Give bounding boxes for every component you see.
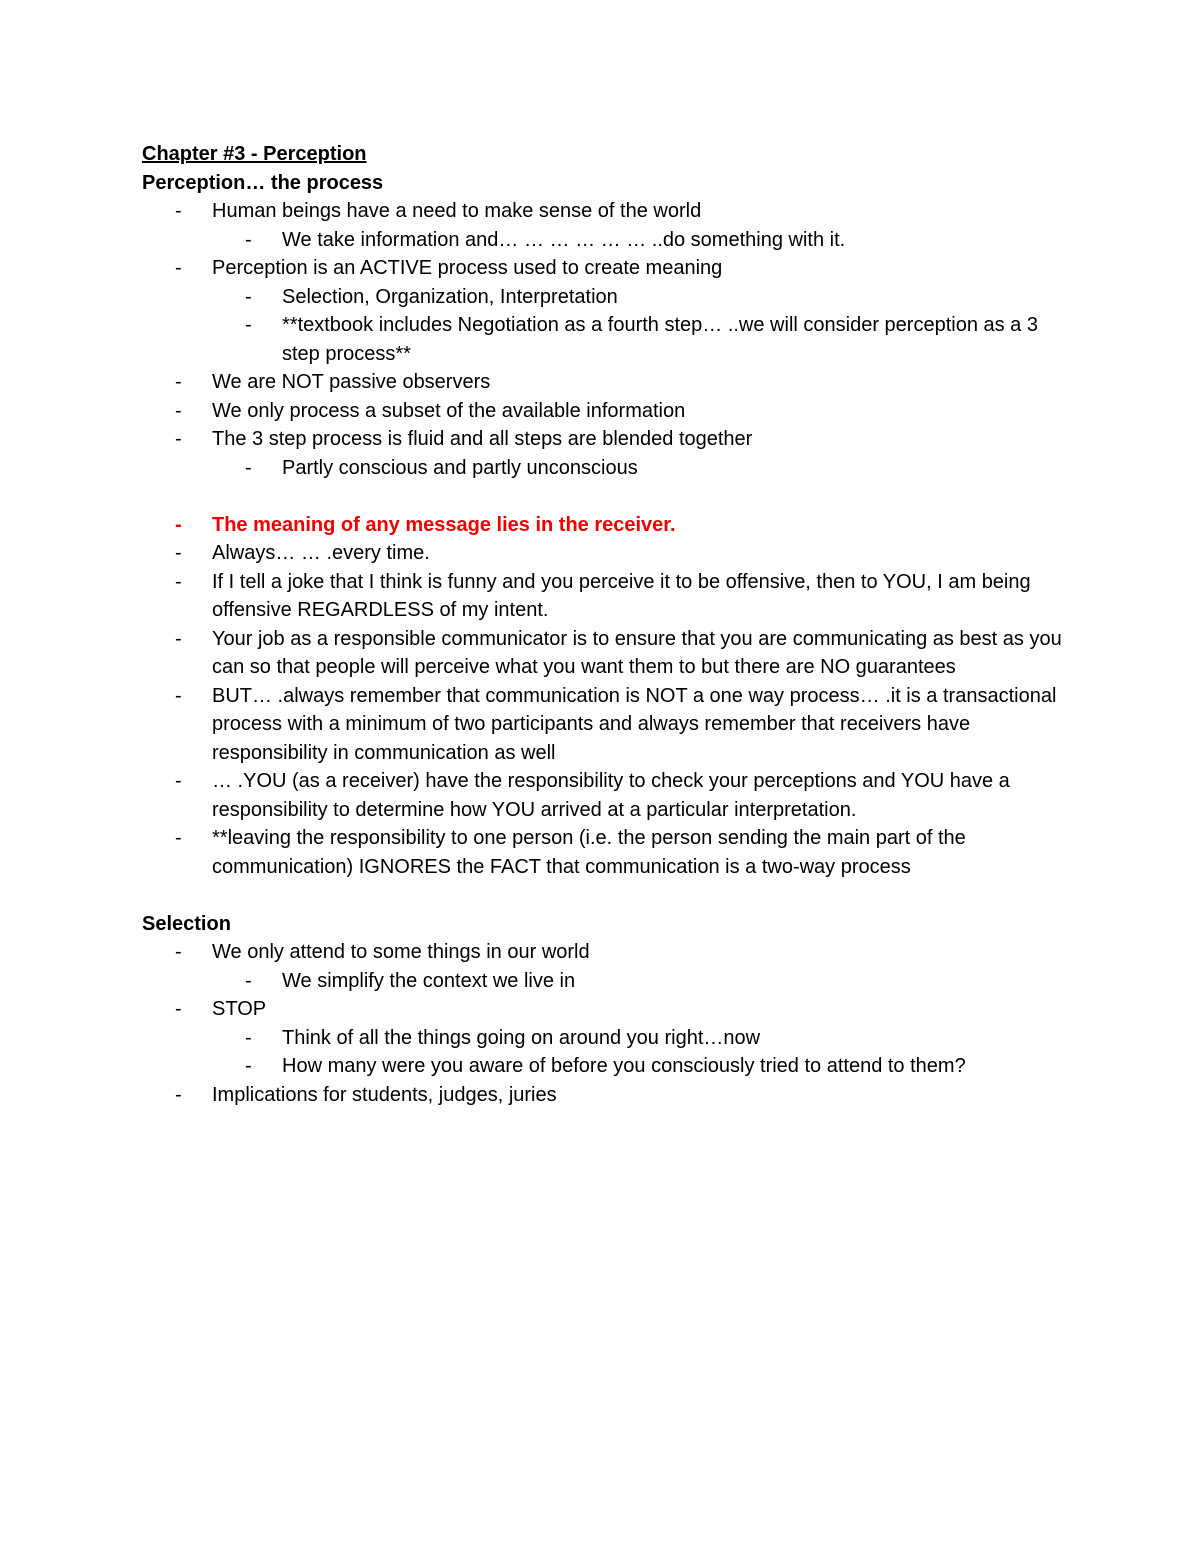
- sub-list-item-text: We take information and… … … … … … ..do something with it.: [282, 228, 846, 251]
- list-item: [142, 767, 1072, 824]
- sub-list: [212, 283, 1072, 369]
- bullet-dash: -: [245, 969, 252, 992]
- section-heading-selection: Selection: [142, 912, 231, 935]
- bullet-dash: -: [175, 941, 182, 963]
- bullet-dash: -: [175, 1083, 182, 1106]
- list-item: [142, 625, 1072, 682]
- list-item-text: Always… … .every time.: [212, 542, 430, 564]
- list-item-text: BUT… .always remember that communication is NOT a one way process… .it is a transactional process with a minimum of two participants and always remember that receivers have responsibility in communication as well: [212, 684, 1057, 764]
- list-item-text: … .YOU (as a receiver) have the responsibility to check your perceptions and YOU have a responsibility to determine how YOU arrived at a particular interpretation.: [212, 770, 1010, 821]
- bullet-dash: -: [175, 627, 182, 650]
- list-item: [142, 682, 1072, 768]
- list-item: [142, 397, 1072, 426]
- list-item-text: **leaving the responsibility to one person (i.e. the person sending the main part of the communication) IGNORES the FACT that communication is a two-way process: [212, 827, 966, 878]
- list-item-text: Perception is an ACTIVE process used to create meaning: [212, 257, 723, 279]
- list-item: [142, 938, 1072, 995]
- list-item: [142, 539, 1072, 568]
- bullet-dash: -: [245, 456, 252, 479]
- bullet-dash: -: [175, 513, 182, 536]
- sub-list-item: [142, 226, 1072, 255]
- list-item: [142, 824, 1072, 881]
- list-item: [142, 568, 1072, 625]
- sub-list-item-text: Selection, Organization, Interpretation: [282, 285, 618, 308]
- list-item-text: Human beings have a need to make sense of the world: [212, 200, 702, 222]
- bullet-dash: -: [175, 257, 182, 279]
- list-item: [142, 1081, 1072, 1110]
- bullet-dash: -: [245, 314, 252, 336]
- bullet-dash: -: [175, 570, 182, 593]
- bullet-dash: -: [175, 542, 182, 564]
- spacer: [142, 881, 1072, 910]
- document-content: [142, 140, 1072, 1109]
- highlight-text: The meaning of any message lies in the receiver.: [212, 513, 676, 536]
- list-item-text: We only attend to some things in our world: [212, 941, 590, 963]
- bullet-dash: -: [175, 770, 182, 792]
- receiver-list: [142, 511, 1072, 882]
- sub-list-item-text: We simplify the context we live in: [282, 969, 576, 992]
- bullet-dash: -: [175, 428, 182, 450]
- perception-list: [142, 197, 1072, 482]
- list-item-text: The 3 step process is fluid and all steps are blended together: [212, 428, 753, 450]
- sub-list-item: [142, 1024, 1072, 1053]
- list-item: [142, 197, 1072, 254]
- sub-list-item-text: How many were you aware of before you consciously tried to attend to them?: [282, 1055, 966, 1077]
- bullet-dash: -: [175, 399, 182, 422]
- sub-list: [212, 967, 1072, 996]
- bullet-dash: -: [175, 200, 182, 222]
- bullet-dash: -: [175, 684, 182, 707]
- bullet-dash: -: [245, 285, 252, 308]
- sub-list-item: [142, 311, 1072, 368]
- sub-list-item: [142, 1052, 1072, 1081]
- list-item: [142, 425, 1072, 482]
- list-item-text: If I tell a joke that I think is funny and you perceive it to be offensive, then to YOU, I am being offensive REGARDLESS of my intent.: [212, 570, 1031, 621]
- sub-list-item-text: **textbook includes Negotiation as a fourth step… ..we will consider perception as a 3 step process**: [282, 314, 1038, 365]
- bullet-dash: -: [245, 1026, 252, 1049]
- sub-list: [212, 226, 1072, 255]
- list-item-text: STOP: [212, 998, 267, 1020]
- highlight-list-item: [142, 511, 1072, 540]
- section-heading-perception-process: Perception… the process: [142, 171, 384, 194]
- bullet-dash: -: [245, 1055, 252, 1077]
- bullet-dash: -: [175, 371, 182, 393]
- sub-list-item-text: Partly conscious and partly unconscious: [282, 456, 638, 479]
- page-title: Chapter #3 - Perception: [142, 143, 367, 165]
- list-item: [142, 368, 1072, 397]
- spacer: [142, 482, 1072, 511]
- list-item-text: Your job as a responsible communicator is to ensure that you are communicating as best as you can so that people will perceive what you want them to but there are NO guarantees: [212, 627, 1062, 678]
- sub-list-item-text: Think of all the things going on around you right…now: [282, 1026, 761, 1049]
- bullet-dash: -: [175, 998, 182, 1020]
- sub-list-item: [142, 967, 1072, 996]
- list-item: [142, 254, 1072, 368]
- list-item: [142, 995, 1072, 1081]
- sub-list: [212, 1024, 1072, 1081]
- bullet-dash: -: [245, 228, 252, 251]
- list-item-text: We are NOT passive observers: [212, 371, 491, 393]
- selection-list: [142, 938, 1072, 1109]
- sub-list-item: [142, 454, 1072, 483]
- list-item-text: Implications for students, judges, juries: [212, 1083, 557, 1106]
- bullet-dash: -: [175, 827, 182, 849]
- sub-list: [212, 454, 1072, 483]
- list-item-text: We only process a subset of the available information: [212, 399, 686, 422]
- sub-list-item: [142, 283, 1072, 312]
